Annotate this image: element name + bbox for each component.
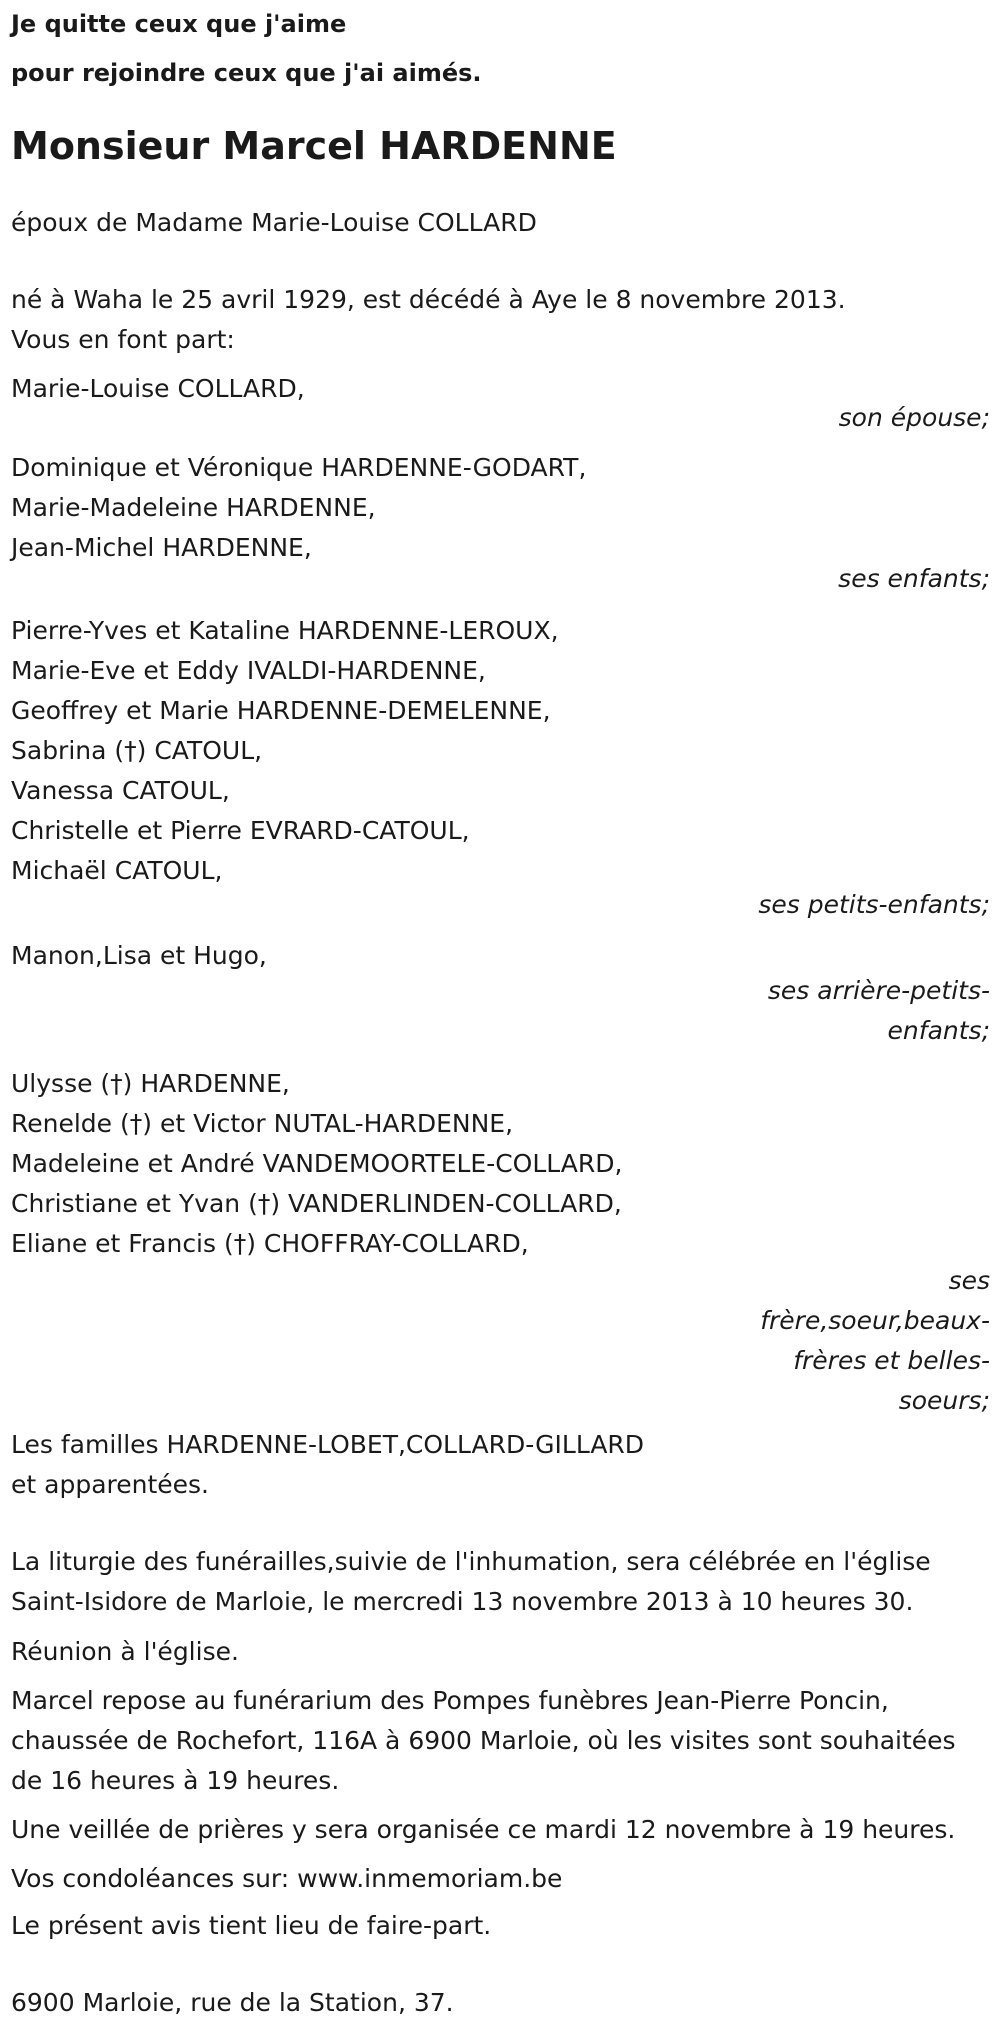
funeral-details: La liturgie des funérailles,suivie de l'inhumation, sera célébrée en l'église Saint-Isidore de Marloie, le mercredi 13 novembre 2013 à 10 heures 30. — [11, 1547, 931, 1616]
family-name-line: Ulysse (†) HARDENNE, — [11, 1069, 290, 1098]
relation-label-line: enfants; — [887, 1016, 990, 1045]
children-group — [11, 448, 990, 599]
family-name-line: Renelde (†) et Victor NUTAL-HARDENNE, — [11, 1109, 514, 1138]
relation-label-line: ses arrière-petits- — [767, 976, 990, 1005]
family-name-line: Madeleine et André VANDEMOORTELE-COLLARD, — [11, 1149, 623, 1178]
relation-label: ses petits-enfants; — [758, 890, 990, 919]
relation-label-line: soeurs; — [898, 1386, 990, 1415]
spouse-group — [11, 369, 990, 438]
family-name-line: Marie-Madeleine HARDENNE, — [11, 493, 376, 522]
rest-details: Marcel repose au funérarium des Pompes funèbres Jean-Pierre Poncin, chaussée de Rochefort, 116A à 6900 Marloie, où les visites sont souhaitées de 16 heures à 19 heures. — [11, 1686, 956, 1795]
family-name-line: Eliane et Francis (†) CHOFFRAY-COLLARD, — [11, 1229, 529, 1258]
families-group — [11, 1425, 990, 1505]
family-name-line: Marie-Louise COLLARD, — [11, 374, 305, 403]
family-name-line: Dominique et Véronique HARDENNE-GODART, — [11, 453, 587, 482]
family-name-line: Les familles HARDENNE-LOBET,COLLARD-GILLARD — [11, 1430, 645, 1459]
relation-label-line: frère,soeur,beaux- — [760, 1306, 990, 1335]
great-grandchildren-group — [11, 936, 990, 1051]
relation-label: son épouse; — [838, 403, 990, 432]
deceased-name: Monsieur Marcel HARDENNE — [11, 124, 617, 168]
family-name-line: Vanessa CATOUL, — [11, 776, 230, 805]
family-name-line: Michaël CATOUL, — [11, 856, 223, 885]
quote-line-1: Je quitte ceux que j'aime — [11, 10, 347, 38]
family-name-line: Christiane et Yvan (†) VANDERLINDEN-COLLARD, — [11, 1189, 622, 1218]
relation-label-line: ses — [948, 1266, 990, 1295]
birth-death-line: né à Waha le 25 avril 1929, est décédé à Aye le 8 novembre 2013. — [11, 285, 846, 314]
meeting-details: Réunion à l'église. — [11, 1637, 239, 1666]
spouse-line: époux de Madame Marie-Louise COLLARD — [11, 208, 537, 237]
notice-line: Le présent avis tient lieu de faire-part. — [11, 1911, 492, 1940]
family-name-line: Manon,Lisa et Hugo, — [11, 941, 267, 970]
relation-label: ses enfants; — [838, 564, 990, 593]
family-name-line: Jean-Michel HARDENNE, — [11, 533, 312, 562]
announce-line: Vous en font part: — [11, 325, 235, 354]
family-name-line: Christelle et Pierre EVRARD-CATOUL, — [11, 816, 470, 845]
epitaph-quote — [11, 0, 990, 98]
family-name-line: Sabrina (†) CATOUL, — [11, 736, 263, 765]
quote-line-2: pour rejoindre ceux que j'ai aimés. — [11, 59, 482, 87]
family-name-line: Geoffrey et Marie HARDENNE-DEMELENNE, — [11, 696, 551, 725]
relation-label-line: frères et belles- — [793, 1346, 990, 1375]
siblings-group — [11, 1064, 990, 1421]
family-name-line: Pierre-Yves et Kataline HARDENNE-LEROUX, — [11, 616, 559, 645]
family-name-line: et apparentées. — [11, 1470, 209, 1499]
vigil-details: Une veillée de prières y sera organisée ce mardi 12 novembre à 19 heures. — [11, 1815, 956, 1844]
condolences-line: Vos condoléances sur: www.inmemoriam.be — [11, 1864, 563, 1893]
grandchildren-group — [11, 611, 990, 925]
family-name-line: Marie-Eve et Eddy IVALDI-HARDENNE, — [11, 656, 486, 685]
address-line: 6900 Marloie, rue de la Station, 37. — [11, 1988, 454, 2017]
